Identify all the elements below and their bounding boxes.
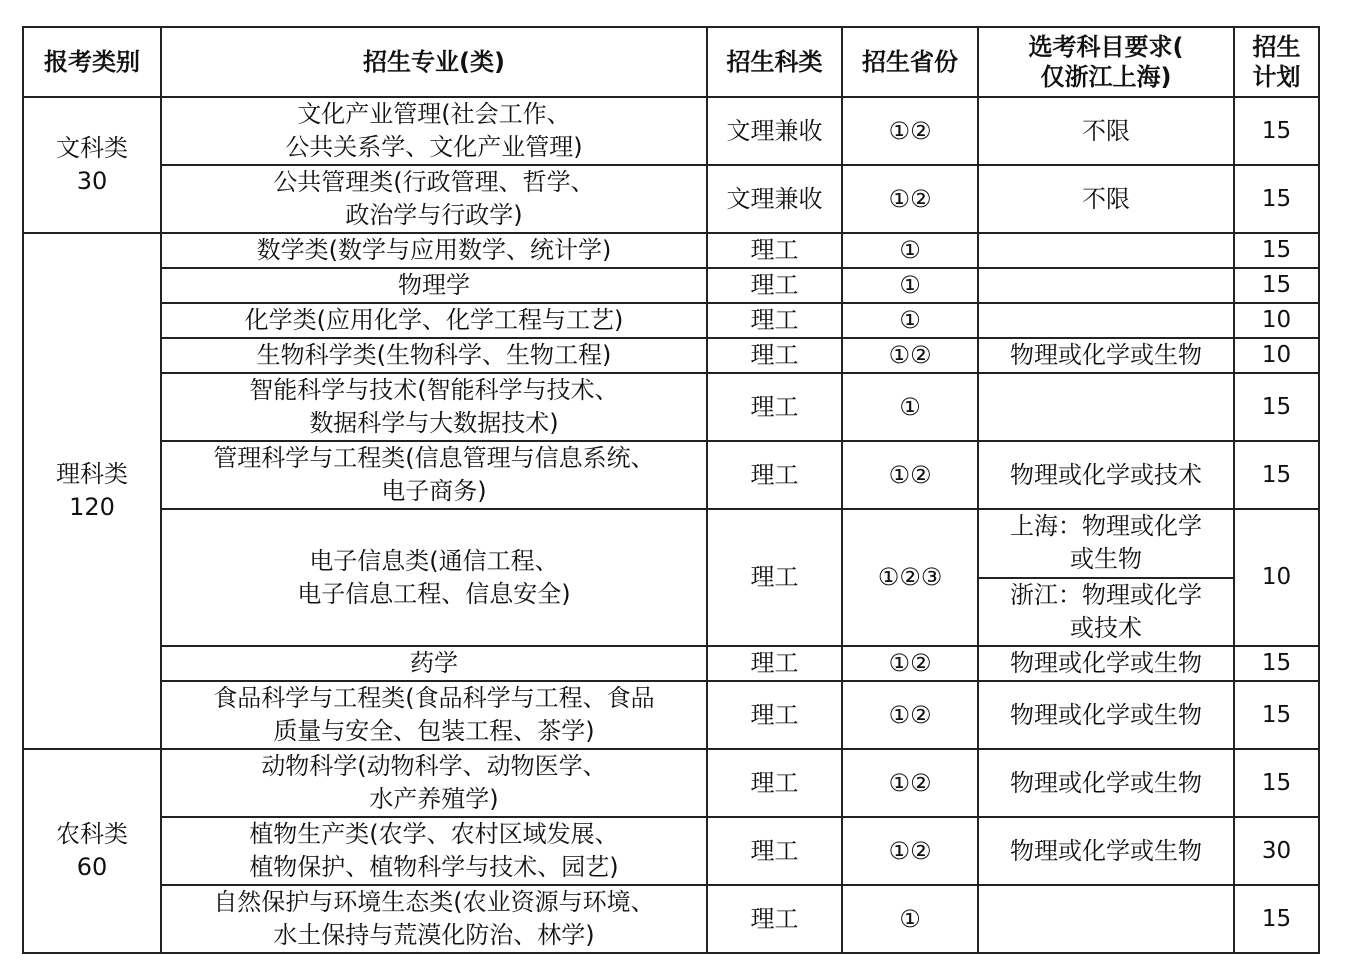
requirement-cell: 不限 <box>978 97 1234 165</box>
table-row <box>23 441 1319 509</box>
requirement-subcell: 浙江：物理或化学 或技术 <box>979 577 1233 646</box>
provinces-cell: ①② <box>842 646 978 681</box>
provinces-cell: ① <box>842 268 978 303</box>
subject-type-cell: 理工 <box>707 303 842 338</box>
major-cell: 药学 <box>161 646 707 681</box>
subject-type-cell: 理工 <box>707 233 842 268</box>
major-cell: 管理科学与工程类(信息管理与信息系统、 电子商务) <box>161 441 707 509</box>
plan-cell: 15 <box>1234 441 1319 509</box>
table-row <box>23 749 1319 817</box>
table-row <box>23 646 1319 681</box>
major-cell: 自然保护与环境生态类(农业资源与环境、 水土保持与荒漠化防治、林学) <box>161 885 707 953</box>
header-provinces: 招生省份 <box>842 27 978 97</box>
subject-type-cell: 理工 <box>707 509 842 646</box>
plan-cell: 10 <box>1234 303 1319 338</box>
table-row <box>23 885 1319 953</box>
subject-type-cell: 理工 <box>707 885 842 953</box>
provinces-cell: ①② <box>842 165 978 233</box>
requirement-cell: 物理或化学或生物 <box>978 646 1234 681</box>
plan-cell: 15 <box>1234 749 1319 817</box>
requirement-cell <box>978 373 1234 441</box>
table-row <box>23 165 1319 233</box>
requirement-cell: 物理或化学或生物 <box>978 338 1234 373</box>
major-cell: 化学类(应用化学、化学工程与工艺) <box>161 303 707 338</box>
major-cell: 动物科学(动物科学、动物医学、 水产养殖学) <box>161 749 707 817</box>
major-cell: 智能科学与技术(智能科学与技术、 数据科学与大数据技术) <box>161 373 707 441</box>
table-row <box>23 338 1319 373</box>
major-cell: 物理学 <box>161 268 707 303</box>
subject-type-cell: 理工 <box>707 646 842 681</box>
subject-type-cell: 理工 <box>707 338 842 373</box>
subject-type-cell: 理工 <box>707 749 842 817</box>
table-row <box>23 817 1319 885</box>
requirement-cell <box>978 233 1234 268</box>
category-cell: 农科类 60 <box>23 749 161 953</box>
major-cell: 生物科学类(生物科学、生物工程) <box>161 338 707 373</box>
subject-type-cell: 理工 <box>707 681 842 749</box>
requirement-cell <box>978 268 1234 303</box>
requirement-cell: 物理或化学或技术 <box>978 441 1234 509</box>
requirement-cell <box>978 509 1234 646</box>
header-plan: 招生 计划 <box>1234 27 1319 97</box>
plan-cell: 30 <box>1234 817 1319 885</box>
category-cell: 理科类 120 <box>23 233 161 749</box>
subject-type-cell: 理工 <box>707 817 842 885</box>
major-cell: 植物生产类(农学、农村区域发展、 植物保护、植物科学与技术、园艺) <box>161 817 707 885</box>
plan-cell: 15 <box>1234 373 1319 441</box>
major-cell: 数学类(数学与应用数学、统计学) <box>161 233 707 268</box>
plan-cell: 15 <box>1234 681 1319 749</box>
header-row <box>23 27 1319 97</box>
major-cell: 公共管理类(行政管理、哲学、 政治学与行政学) <box>161 165 707 233</box>
provinces-cell: ① <box>842 373 978 441</box>
plan-cell: 15 <box>1234 646 1319 681</box>
requirement-cell: 物理或化学或生物 <box>978 817 1234 885</box>
provinces-cell: ①② <box>842 817 978 885</box>
admissions-table <box>22 26 1320 954</box>
category-cell: 文科类 30 <box>23 97 161 233</box>
subject-type-cell: 文理兼收 <box>707 165 842 233</box>
plan-cell: 15 <box>1234 97 1319 165</box>
plan-cell: 10 <box>1234 338 1319 373</box>
subject-type-cell: 文理兼收 <box>707 97 842 165</box>
header-requirement: 选考科目要求( 仅浙江上海) <box>978 27 1234 97</box>
table-row <box>23 681 1319 749</box>
provinces-cell: ①② <box>842 441 978 509</box>
table-row <box>23 303 1319 338</box>
plan-cell: 15 <box>1234 165 1319 233</box>
major-cell: 文化产业管理(社会工作、 公共关系学、文化产业管理) <box>161 97 707 165</box>
requirement-cell <box>978 885 1234 953</box>
requirement-cell <box>978 303 1234 338</box>
provinces-cell: ① <box>842 233 978 268</box>
plan-cell: 15 <box>1234 268 1319 303</box>
major-cell: 食品科学与工程类(食品科学与工程、食品 质量与安全、包装工程、茶学) <box>161 681 707 749</box>
provinces-cell: ①② <box>842 97 978 165</box>
requirement-subcell: 上海：物理或化学 或生物 <box>1010 512 1202 574</box>
header-major: 招生专业(类) <box>161 27 707 97</box>
subject-type-cell: 理工 <box>707 268 842 303</box>
provinces-cell: ① <box>842 885 978 953</box>
table-row <box>23 373 1319 441</box>
provinces-cell: ①② <box>842 749 978 817</box>
major-cell: 电子信息类(通信工程、 电子信息工程、信息安全) <box>161 509 707 646</box>
provinces-cell: ①②③ <box>842 509 978 646</box>
requirement-cell: 物理或化学或生物 <box>978 681 1234 749</box>
header-subject-type: 招生科类 <box>707 27 842 97</box>
plan-cell: 10 <box>1234 509 1319 646</box>
provinces-cell: ①② <box>842 338 978 373</box>
requirement-cell: 不限 <box>978 165 1234 233</box>
table-row <box>23 509 1319 646</box>
table-row <box>23 268 1319 303</box>
provinces-cell: ① <box>842 303 978 338</box>
table-row <box>23 97 1319 165</box>
requirement-cell: 物理或化学或生物 <box>978 749 1234 817</box>
plan-cell: 15 <box>1234 885 1319 953</box>
subject-type-cell: 理工 <box>707 373 842 441</box>
subject-type-cell: 理工 <box>707 441 842 509</box>
table-row <box>23 233 1319 268</box>
header-category: 报考类别 <box>23 27 161 97</box>
plan-cell: 15 <box>1234 233 1319 268</box>
provinces-cell: ①② <box>842 681 978 749</box>
